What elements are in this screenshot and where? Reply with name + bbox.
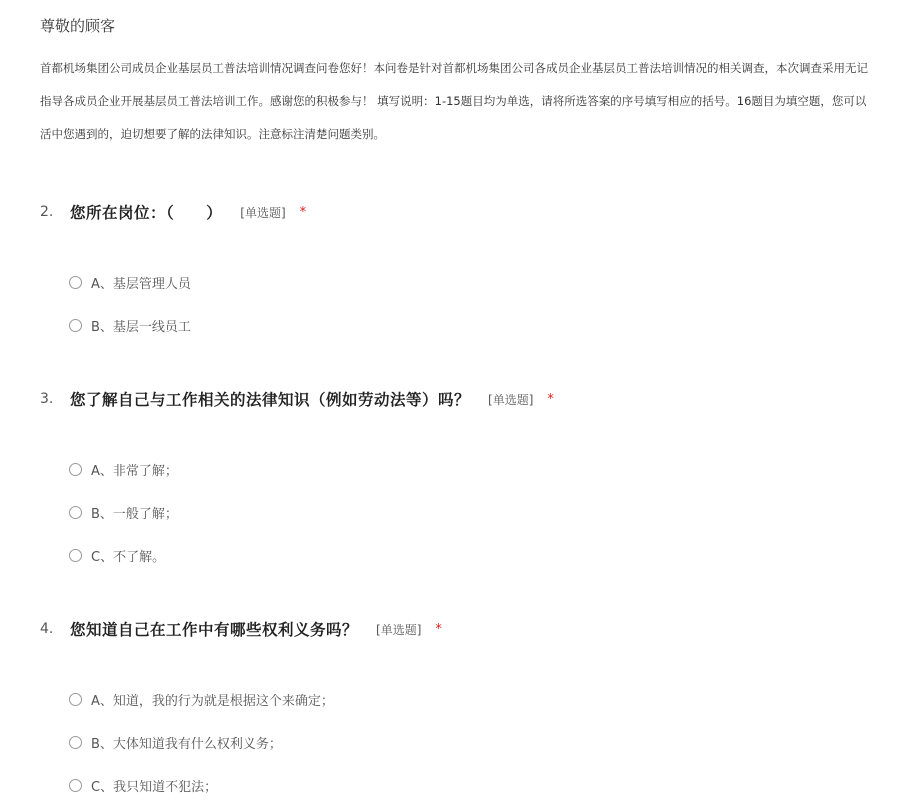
question-2-option-a[interactable] <box>69 271 191 293</box>
option-label[interactable]: C、不了解。 <box>91 549 166 565</box>
question-number: 4. <box>40 621 54 637</box>
question-4-header <box>40 614 890 644</box>
question-type-tag: [单选题] <box>488 392 534 407</box>
survey-greeting: 尊敬的顾客 <box>40 17 116 35</box>
option-label[interactable]: B、大体知道我有什么权利义务； <box>91 736 282 752</box>
option-label[interactable]: A、知道，我的行为就是根据这个来确定； <box>91 693 334 709</box>
required-marker: * <box>435 621 442 637</box>
intro-line: 指导各成员企业开展基层员工普法培训工作。感谢您的积极参与！ 填写说明：1-15题目均为单选，请将所选答案的序号填写相应的括号。16题目为填空题，您可以 <box>40 94 867 108</box>
question-type-tag: [单选题] <box>376 622 422 637</box>
radio-button[interactable] <box>69 506 82 519</box>
option-label[interactable]: A、基层管理人员 <box>91 276 191 292</box>
option-label[interactable]: A、非常了解； <box>91 463 178 479</box>
question-title: 您所在岗位：（ ） <box>70 203 223 222</box>
question-number: 3. <box>40 391 54 407</box>
required-marker: * <box>547 391 554 407</box>
radio-button[interactable] <box>69 549 82 562</box>
question-3-option-b[interactable] <box>69 501 178 523</box>
question-number: 2. <box>40 204 54 220</box>
question-2-option-b[interactable] <box>69 314 191 336</box>
required-marker: * <box>299 204 307 220</box>
option-label[interactable]: B、基层一线员工 <box>91 319 191 335</box>
radio-button[interactable] <box>69 693 82 706</box>
option-label[interactable]: B、一般了解； <box>91 506 178 522</box>
intro-line: 活中您遇到的，迫切想要了解的法律知识。注意标注清楚问题类别。 <box>40 127 385 141</box>
radio-button[interactable] <box>69 736 82 749</box>
radio-button[interactable] <box>69 319 82 332</box>
question-title: 您知道自己在工作中有哪些权利义务吗？ <box>70 620 359 639</box>
radio-button[interactable] <box>69 779 82 792</box>
question-3-option-a[interactable] <box>69 458 178 480</box>
question-2-header <box>40 197 890 227</box>
question-title: 您了解自己与工作相关的法律知识（例如劳动法等）吗？ <box>70 390 471 409</box>
question-4-option-c[interactable] <box>69 774 217 796</box>
question-4-option-a[interactable] <box>69 688 334 710</box>
option-label[interactable]: C、我只知道不犯法； <box>91 779 218 795</box>
radio-button[interactable] <box>69 276 82 289</box>
question-3-option-c[interactable] <box>69 544 165 566</box>
question-3-header <box>40 384 890 414</box>
question-4-option-b[interactable] <box>69 731 282 753</box>
survey-intro <box>40 52 900 151</box>
radio-button[interactable] <box>69 463 82 476</box>
intro-line: 首都机场集团公司成员企业基层员工普法培训情况调查问卷您好！本问卷是针对首都机场集团公司各成员企业基层员工普法培训情况的相关调查，本次调查采用无记 <box>40 61 868 75</box>
question-type-tag: [单选题] <box>240 205 286 220</box>
